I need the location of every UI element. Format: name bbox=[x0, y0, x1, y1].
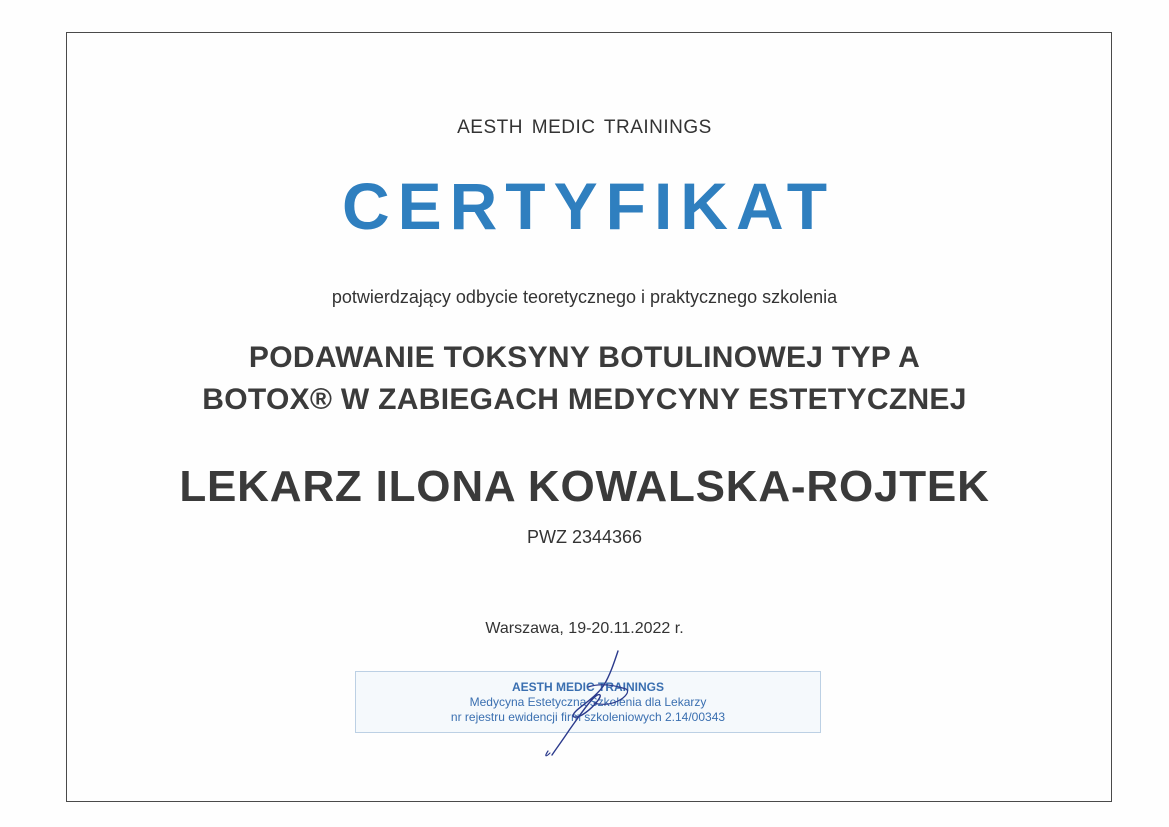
recipient-name: LEKARZ ILONA KOWALSKA-ROJTEK bbox=[179, 462, 990, 511]
course-title-line-1: PODAWANIE TOKSYNY BOTULINOWEJ TYP A bbox=[248, 341, 921, 374]
stamp-company-name: AESTH MEDIC TRAININGS bbox=[511, 680, 664, 694]
stamp-registry-number: nr rejestru ewidencji firm szkoleniowych 2.14/00343 bbox=[450, 710, 726, 724]
stamp-description: Medycyna Estetyczna Szkolenia dla Lekarzy bbox=[469, 695, 707, 709]
certificate-title: CERTYFIKAT bbox=[341, 169, 836, 243]
course-title-line-2: BOTOX® W ZABIEGACH MEDYCYNY ESTETYCZNEJ bbox=[202, 383, 967, 416]
license-number: PWZ 2344366 bbox=[526, 527, 643, 547]
handwritten-signature bbox=[530, 645, 650, 760]
place-and-date: Warszawa, 19-20.11.2022 r. bbox=[485, 620, 684, 637]
certificate-subtitle: potwierdzający odbycie teoretycznego i praktycznego szkolenia bbox=[331, 287, 838, 307]
organization-name: AESTH MEDIC TRAININGS bbox=[457, 117, 712, 138]
